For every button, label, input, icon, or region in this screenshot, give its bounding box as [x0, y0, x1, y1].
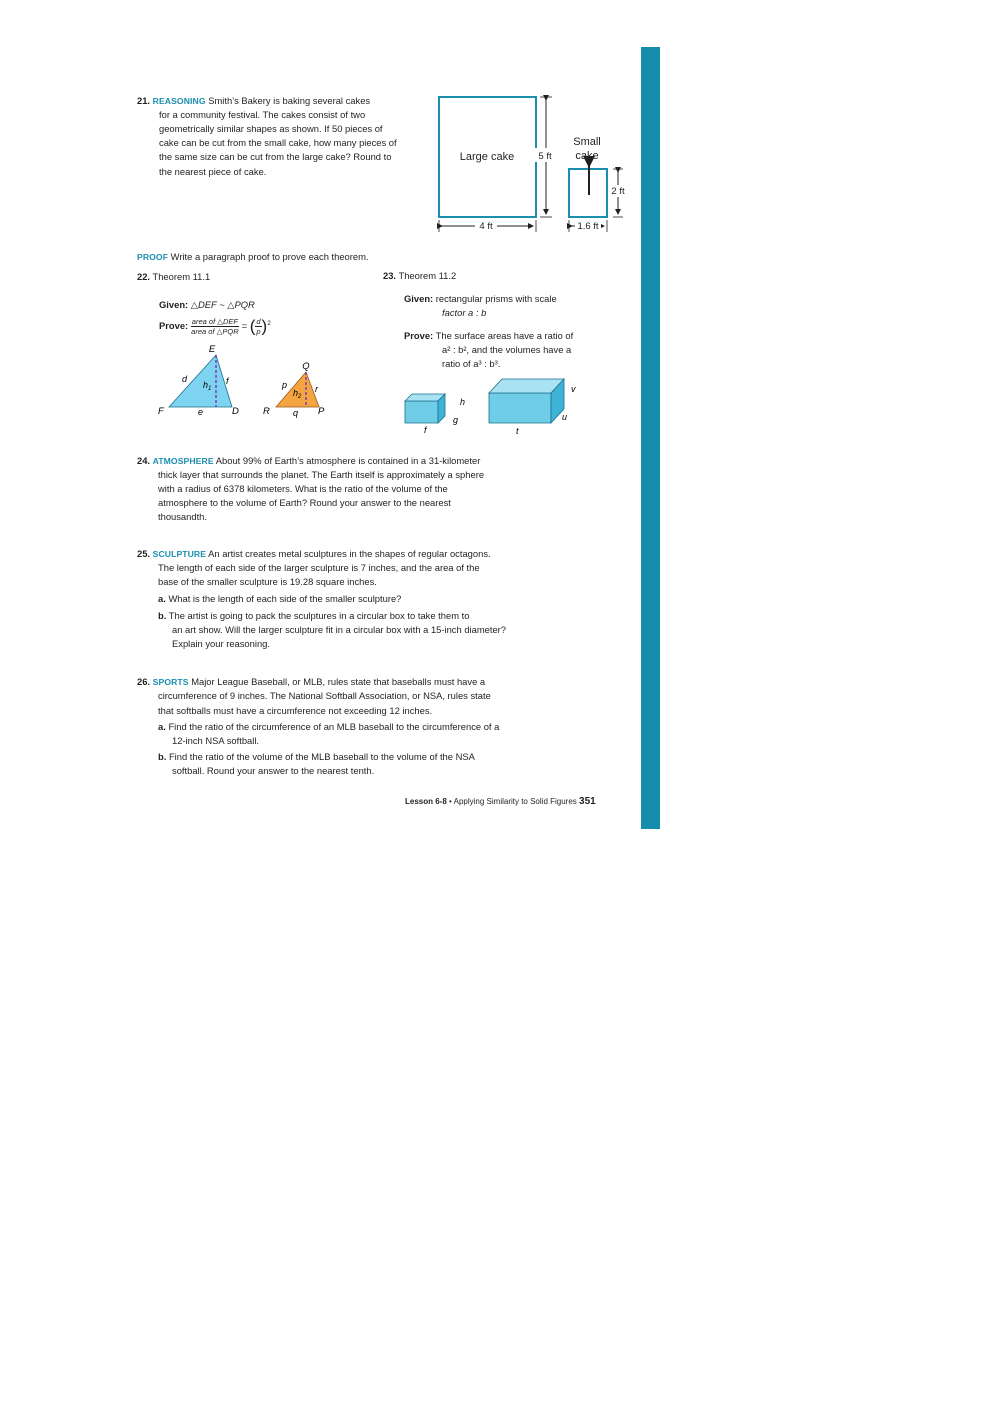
problem-number: 23.: [383, 270, 397, 281]
page-number: 351: [579, 796, 596, 807]
given-text: △DEF ~ △PQR: [190, 299, 255, 310]
small-prism-front: [405, 401, 438, 423]
part-label: a.: [158, 593, 166, 604]
problem-text: An artist creates metal sculptures in the shapes of regular octagons.: [208, 548, 491, 559]
part-text: softball. Round your answer to the nearest tenth.: [172, 765, 375, 776]
part-text: 12-inch NSA softball.: [172, 735, 260, 746]
proof-keyword: PROOF: [137, 252, 169, 262]
given-statement: [404, 292, 557, 306]
problem-keyword: SCULPTURE: [152, 549, 207, 559]
problem-text: thick layer that surrounds the planet. The Earth itself is approximately a sphere: [158, 469, 485, 480]
small-height-label: 2 ft: [611, 186, 625, 197]
vertex-label-f: F: [158, 406, 164, 417]
cake-figure: [430, 88, 630, 238]
problem-text: with a radius of 6378 kilometers. What is the ratio of the volume of the: [158, 483, 448, 494]
problem-26-first-line: [137, 675, 485, 689]
side-label-p: p: [282, 380, 288, 390]
footer-bullet: •: [449, 797, 452, 806]
footer-title: Applying Similarity to Solid Figures: [453, 797, 577, 806]
small-prism-label-g: g: [453, 415, 459, 425]
prove-text: The surface areas have a ratio of: [435, 330, 574, 341]
part-text: Explain your reasoning.: [172, 638, 270, 649]
side-label-e: e: [198, 407, 204, 417]
problem-keyword: SPORTS: [152, 677, 189, 687]
small-cake-label-1: Small: [573, 136, 601, 148]
problem-number: 26.: [137, 676, 151, 687]
triangle-def: [169, 355, 232, 407]
given-label: Given:: [159, 299, 189, 310]
small-prism-label-h: h: [460, 397, 466, 407]
problem-24-first-line: [137, 454, 480, 468]
large-width-label: 4 ft: [479, 221, 493, 232]
part-label: b.: [158, 751, 167, 762]
large-height-label: 5 ft: [538, 151, 552, 162]
problem-text: the same size can be cut from the large cake? Round to: [159, 151, 392, 162]
part-label: b.: [158, 610, 167, 621]
theorem-title: Theorem 11.2: [398, 270, 457, 281]
problem-text: for a community festival. The cakes consist of two: [159, 109, 366, 120]
altitude-label-h1: $h_1$: [203, 380, 212, 392]
proof-instruction: [137, 250, 369, 264]
page-edge-tab: [641, 47, 660, 829]
large-cake-label: Large cake: [459, 151, 515, 163]
fraction-numerator: area of △DEF: [191, 317, 238, 327]
problem-text: that softballs must have a circumference not exceeding 12 inches.: [158, 705, 433, 716]
vertex-label-d: D: [232, 406, 239, 417]
fraction-denominator: p: [256, 327, 261, 337]
small-cake-label-2: cake: [575, 150, 599, 162]
problem-number: 21.: [137, 95, 151, 106]
problem-text: the nearest piece of cake.: [159, 166, 267, 177]
problem-number: 22.: [137, 271, 151, 282]
theorem-title: Theorem 11.1: [152, 271, 211, 282]
part-b: [158, 750, 475, 764]
problem-text: thousandth.: [158, 511, 207, 522]
large-prism-label-u: u: [562, 412, 568, 422]
prove-text: a² : b², and the volumes have a: [442, 344, 572, 355]
area-ratio-fraction: [191, 317, 239, 336]
problem-text: geometrically similar shapes as shown. If 50 pieces of: [159, 123, 383, 134]
problem-number: 24.: [137, 455, 151, 466]
vertex-label-r: R: [263, 406, 270, 417]
proof-text: Write a paragraph proof to prove each theorem.: [170, 251, 369, 262]
part-text: an art show. Will the larger sculpture fit in a circular box with a 15-inch diameter?: [172, 624, 507, 635]
vertex-label-q: Q: [302, 361, 310, 372]
given-label: Given:: [404, 293, 434, 304]
side-label-f: f: [226, 376, 229, 386]
side-label-q: q: [293, 408, 299, 418]
side-label-r: r: [315, 384, 318, 394]
prove-text: ratio of a³ : b³.: [442, 358, 501, 369]
part-text: Find the ratio of the circumference of an MLB baseball to the circumference of a: [168, 721, 500, 732]
problem-text: cake can be cut from the small cake, how many pieces of: [159, 137, 397, 148]
problem-number: 25.: [137, 548, 151, 559]
part-a: [158, 720, 499, 734]
large-prism-front: [489, 393, 551, 423]
problem-text: Major League Baseball, or MLB, rules state that baseballs must have a: [191, 676, 486, 687]
problem-keyword: REASONING: [152, 96, 206, 106]
part-text: Find the ratio of the volume of the MLB baseball to the volume of the NSA: [168, 751, 475, 762]
problem-text: circumference of 9 inches. The National Softball Association, or NSA, rules state: [158, 690, 491, 701]
footer-lesson: Lesson 6-8: [405, 797, 447, 806]
problem-23-title: [383, 269, 456, 283]
small-width-label: 1.6 ft: [577, 221, 599, 232]
fraction-denominator: area of △PQR: [191, 327, 239, 337]
part-b: [158, 609, 469, 623]
part-text: The artist is going to pack the sculptures in a circular box to take them to: [168, 610, 470, 621]
problem-25-first-line: [137, 547, 491, 561]
prove-label: Prove:: [159, 320, 189, 332]
given-text: factor a : b: [442, 307, 487, 318]
part-text: What is the length of each side of the smaller sculpture?: [168, 593, 402, 604]
problem-text: atmosphere to the volume of Earth? Round your answer to the nearest: [158, 497, 451, 508]
problem-text: base of the smaller sculpture is 19.28 square inches.: [158, 576, 377, 587]
large-prism-label-t: t: [516, 426, 519, 436]
part-a: [158, 592, 401, 606]
fraction-numerator: d: [256, 317, 261, 327]
problem-keyword: ATMOSPHERE: [152, 456, 214, 466]
problem-21-first-line: [137, 94, 370, 108]
problem-text: Smith’s Bakery is baking several cakes: [208, 95, 371, 106]
problem-text: About 99% of Earth’s atmosphere is contained in a 31-kilometer: [215, 455, 481, 466]
part-label: a.: [158, 721, 166, 732]
problem-22-title: [137, 270, 210, 284]
page-footer: [405, 796, 596, 807]
side-label-d: d: [182, 374, 188, 384]
vertex-label-p: P: [318, 406, 325, 417]
given-statement: [159, 298, 255, 312]
exponent: 2: [267, 320, 271, 327]
prove-statement: [404, 329, 573, 343]
altitude-label-h2: $h_2$: [293, 388, 302, 400]
large-prism-label-v: v: [571, 384, 576, 394]
small-prism-label-f: f: [424, 425, 427, 435]
similar-prisms-figure: [398, 372, 588, 438]
vertex-label-e: E: [208, 344, 216, 355]
problem-text: The length of each side of the larger sculpture is 7 inches, and the area of the: [158, 562, 480, 573]
prove-label: Prove:: [404, 330, 434, 341]
given-text: rectangular prisms with scale: [435, 293, 557, 304]
prove-statement: Prove: $\frac{\text{area of △DEF}}{\text{area of △PQR}}$ = ( $\frac{d}{p}$ )$^2$: [159, 316, 271, 337]
equals-sign: =: [241, 320, 248, 332]
similar-triangles-figure: [150, 342, 340, 422]
